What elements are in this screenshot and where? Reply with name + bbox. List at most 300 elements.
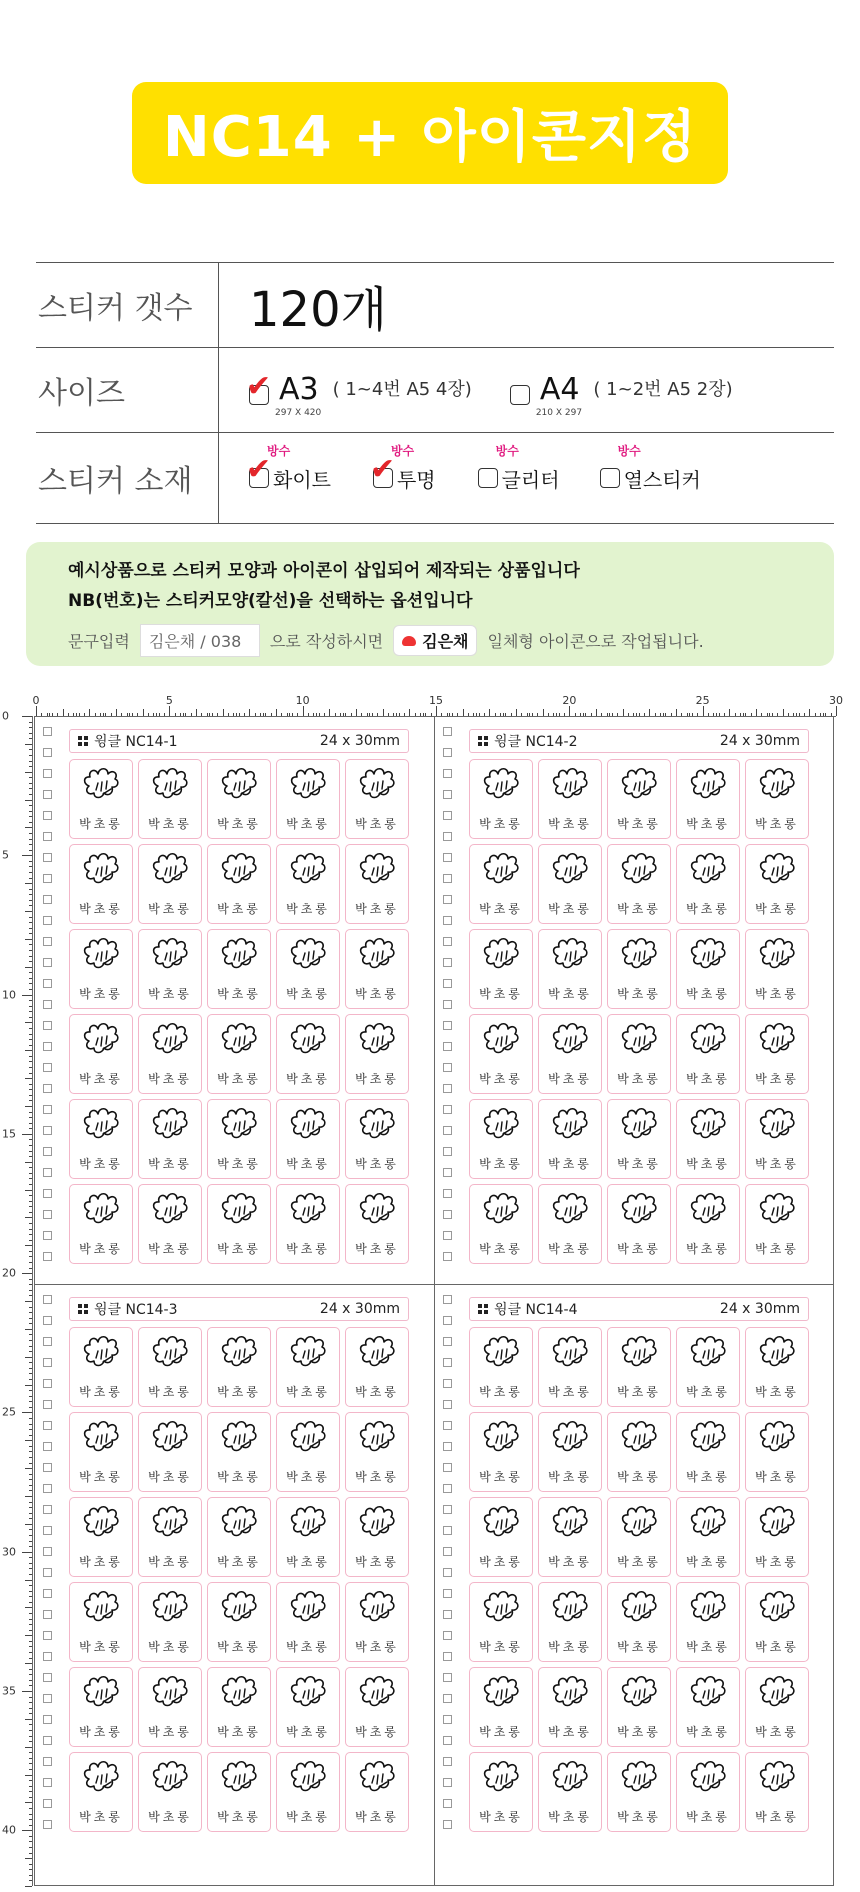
firework-burst-icon <box>288 1419 328 1457</box>
sticker-cell <box>607 1099 671 1179</box>
firework-burst-icon <box>757 851 797 889</box>
ruler-tick <box>543 709 544 716</box>
firework-burst-icon <box>357 1674 397 1712</box>
firework-burst-icon <box>688 936 728 974</box>
ruler-tick <box>29 805 32 806</box>
sticker-text: 박초롱 <box>217 1157 261 1171</box>
firework-burst-icon <box>288 851 328 889</box>
ruler-tick <box>25 1050 32 1051</box>
sticker-cell <box>207 1412 271 1492</box>
firework-burst-icon <box>688 1504 728 1542</box>
sticker-cell <box>469 844 533 924</box>
material-option-4[interactable] <box>600 443 701 493</box>
sticker-text: 박초롱 <box>755 1072 799 1086</box>
sticker-text: 박초롱 <box>217 1470 261 1484</box>
size-note: ( 1~2번 A5 2장) <box>593 379 733 400</box>
margin-square <box>443 1295 452 1304</box>
margin-square <box>443 1358 452 1367</box>
material-option-2[interactable] <box>369 443 436 493</box>
sticker-cell <box>538 1099 602 1179</box>
ruler-tick <box>25 1775 32 1776</box>
firework-burst-icon <box>288 1504 328 1542</box>
firework-burst-icon <box>150 1504 190 1542</box>
ruler-tick <box>29 989 32 990</box>
ruler-tick <box>29 1178 32 1179</box>
ruler-tick <box>29 1039 32 1040</box>
ruler-tick <box>623 709 624 716</box>
margin-square <box>43 1610 52 1619</box>
sticker-cell <box>276 1327 340 1407</box>
firework-burst-icon <box>288 1106 328 1144</box>
margin-square <box>43 1484 52 1493</box>
checkbox[interactable] <box>246 452 272 488</box>
margin-square <box>443 1337 452 1346</box>
margin-square <box>43 916 52 925</box>
firework-burst-icon <box>81 1191 121 1229</box>
ruler-tick <box>29 878 32 879</box>
ruler-tick <box>29 1318 32 1319</box>
margin-square <box>43 1084 52 1093</box>
sticker-text: 박초롱 <box>617 1555 661 1569</box>
sticker-cell <box>69 1752 133 1832</box>
checkbox[interactable] <box>369 452 396 488</box>
ruler-tick <box>29 1864 32 1865</box>
sheet-header <box>469 1297 809 1321</box>
ruler-tick <box>29 1334 32 1335</box>
sheet-title <box>78 1299 178 1319</box>
sheet-title <box>478 1299 578 1319</box>
sticker-text: 박초롱 <box>217 1385 261 1399</box>
ruler-tick <box>25 1190 32 1191</box>
ruler-tick <box>29 777 32 778</box>
sticker-text: 박초롱 <box>617 1470 661 1484</box>
margin-square <box>443 1168 452 1177</box>
sticker-cell <box>345 1582 409 1662</box>
firework-burst-icon <box>81 1419 121 1457</box>
sticker-text: 박초롱 <box>148 1810 192 1824</box>
ruler-tick <box>29 1446 32 1447</box>
firework-burst-icon <box>288 1759 328 1797</box>
firework-burst-icon <box>688 851 728 889</box>
margin-square <box>43 1736 52 1745</box>
sticker-cell <box>469 1752 533 1832</box>
firework-burst-icon <box>550 1674 590 1712</box>
ruler-tick <box>676 709 677 716</box>
firework-burst-icon <box>357 1021 397 1059</box>
firework-burst-icon <box>357 1589 397 1627</box>
ruler-tick <box>25 883 32 884</box>
grid-icon <box>478 736 488 746</box>
ruler-tick <box>29 1112 32 1113</box>
ruler-number: 25 <box>2 1405 16 1419</box>
sheet-size: 24 x 30mm <box>719 1301 800 1317</box>
ruler-left <box>0 709 33 1886</box>
ruler-tick <box>25 1301 32 1302</box>
margin-square <box>43 1000 52 1009</box>
sticker-text: 박초롱 <box>479 1810 523 1824</box>
ruler-number: 30 <box>829 694 843 707</box>
ruler-tick <box>29 1128 32 1129</box>
ruler-tick <box>29 1117 32 1118</box>
sticker-text: 박초롱 <box>755 1470 799 1484</box>
sheet-name: 윙클 NC14-2 <box>494 734 578 750</box>
ruler-tick <box>36 706 37 716</box>
ruler-tick <box>29 1541 32 1542</box>
sticker-cell <box>69 759 133 839</box>
firework-burst-icon <box>688 766 728 804</box>
ruler-tick <box>29 783 32 784</box>
firework-burst-icon <box>550 936 590 974</box>
margin-square <box>443 937 452 946</box>
sticker-text: 박초롱 <box>686 1157 730 1171</box>
margin-square <box>43 1757 52 1766</box>
ruler-tick <box>25 1440 32 1441</box>
margin-square <box>443 1421 452 1430</box>
sticker-cell <box>469 759 533 839</box>
sticker-text: 박초롱 <box>79 1555 123 1569</box>
firework-burst-icon <box>619 1759 659 1797</box>
ruler-tick <box>29 788 32 789</box>
margin-square <box>43 1105 52 1114</box>
margin-square <box>43 1694 52 1703</box>
checkbox[interactable] <box>600 468 620 488</box>
sticker-cell <box>276 1099 340 1179</box>
sticker-text: 박초롱 <box>617 902 661 916</box>
sticker-cell <box>138 1497 202 1577</box>
sticker-cell <box>276 1752 340 1832</box>
sticker-text: 박초롱 <box>617 1640 661 1654</box>
checkbox[interactable] <box>478 468 498 488</box>
sticker-cell <box>138 759 202 839</box>
checkmark-icon: ✔ <box>246 452 272 487</box>
sticker-text: 박초롱 <box>686 902 730 916</box>
ruler-number: 25 <box>695 694 710 707</box>
input-label: 문구입력 <box>68 632 130 651</box>
checkbox[interactable] <box>510 385 530 405</box>
sticker-cell <box>745 929 809 1009</box>
sticker-cell <box>607 759 671 839</box>
margin-square <box>43 1463 52 1472</box>
sticker-cell <box>69 1099 133 1179</box>
sticker-text: 박초롱 <box>755 817 799 831</box>
notice-line-1: 예시상품으로 스티커 모양과 아이콘이 삽입되어 제작되는 상품입니다 <box>68 561 580 581</box>
firework-burst-icon <box>550 1589 590 1627</box>
sticker-text: 박초롱 <box>148 902 192 916</box>
ruler-tick <box>25 1468 32 1469</box>
ruler-tick <box>29 1206 32 1207</box>
ruler-tick <box>25 827 32 828</box>
sticker-cell <box>276 929 340 1009</box>
sticker-text: 박초롱 <box>217 1555 261 1569</box>
firework-burst-icon <box>357 1419 397 1457</box>
margin-square <box>443 1021 452 1030</box>
sticker-text: 박초롱 <box>548 902 592 916</box>
ruler-tick <box>29 1814 32 1815</box>
margin-square <box>43 769 52 778</box>
ruler-tick <box>29 1401 32 1402</box>
ruler-tick <box>29 1451 32 1452</box>
ruler-tick <box>29 1346 32 1347</box>
ruler-tick <box>29 1229 32 1230</box>
ruler-number: 15 <box>429 694 443 707</box>
sheet-name: 윙클 NC14-4 <box>494 1302 578 1318</box>
firework-burst-icon <box>150 1191 190 1229</box>
ruler-tick <box>29 872 32 873</box>
ruler-tick <box>29 1061 32 1062</box>
sticker-cell <box>138 1582 202 1662</box>
ruler-tick <box>29 956 32 957</box>
margin-square <box>443 916 452 925</box>
margin-square <box>43 727 52 736</box>
margin-square <box>43 1295 52 1304</box>
end-text: 일체형 아이콘으로 작업됩니다. <box>487 632 704 651</box>
material-option-1[interactable] <box>246 443 331 493</box>
ruler-tick <box>29 1156 32 1157</box>
ruler-tick <box>29 1669 32 1670</box>
margin-square <box>43 1526 52 1535</box>
ruler-tick <box>29 1173 32 1174</box>
size-note: ( 1~4번 A5 4장) <box>332 379 472 400</box>
ruler-number: 40 <box>2 1823 16 1837</box>
margin-square <box>443 1673 452 1682</box>
firework-burst-icon <box>688 1589 728 1627</box>
firework-burst-icon <box>550 766 590 804</box>
margin-square <box>43 979 52 988</box>
sticker-cell <box>676 1184 740 1264</box>
ruler-tick <box>29 1630 32 1631</box>
sticker-text: 박초롱 <box>479 817 523 831</box>
margin-square <box>443 1505 452 1514</box>
sticker-cell <box>676 929 740 1009</box>
margin-square <box>443 1400 452 1409</box>
ruler-tick <box>29 1758 32 1759</box>
firework-burst-icon <box>550 1106 590 1144</box>
ruler-tick <box>29 1685 32 1686</box>
sticker-cell <box>207 929 271 1009</box>
sticker-grid <box>469 1327 809 1832</box>
firework-burst-icon <box>150 1674 190 1712</box>
firework-burst-icon <box>550 851 590 889</box>
sticker-cell <box>538 844 602 924</box>
ruler-tick <box>25 1329 32 1330</box>
ruler-tick <box>29 1513 32 1514</box>
firework-burst-icon <box>81 1334 121 1372</box>
ruler-tick <box>29 1880 32 1881</box>
margin-square <box>443 1000 452 1009</box>
sticker-cell <box>469 1184 533 1264</box>
ruler-tick <box>25 800 32 801</box>
sticker-text: 박초롱 <box>355 902 399 916</box>
size-option-a3[interactable] <box>246 369 472 418</box>
margin-square <box>443 1652 452 1661</box>
firework-burst-icon <box>757 766 797 804</box>
ruler-tick <box>29 1195 32 1196</box>
sticker-text: 박초롱 <box>217 1810 261 1824</box>
sticker-cell <box>345 844 409 924</box>
size-option-a4[interactable] <box>510 372 733 418</box>
sticker-text: 박초롱 <box>755 1157 799 1171</box>
ruler-tick <box>29 983 32 984</box>
margin-square <box>43 1126 52 1135</box>
sticker-cell <box>345 1752 409 1832</box>
sticker-text: 박초롱 <box>548 1555 592 1569</box>
ruler-tick <box>29 766 32 767</box>
sticker-text: 박초롱 <box>548 1810 592 1824</box>
firework-burst-icon <box>688 1021 728 1059</box>
firework-burst-icon <box>619 1589 659 1627</box>
ruler-tick <box>29 1702 32 1703</box>
ruler-tick <box>29 839 32 840</box>
firework-burst-icon <box>357 1504 397 1542</box>
ruler-tick <box>29 1808 32 1809</box>
ruler-number: 5 <box>165 694 173 707</box>
ruler-tick <box>29 1680 32 1681</box>
sticker-text: 박초롱 <box>286 1242 330 1256</box>
sticker-text: 박초롱 <box>479 1072 523 1086</box>
sticker-cell <box>207 1497 271 1577</box>
margin-square <box>443 1442 452 1451</box>
firework-burst-icon <box>219 1334 259 1372</box>
ruler-number: 15 <box>2 1127 16 1141</box>
ruler-tick <box>25 1385 32 1386</box>
material-option-3[interactable] <box>478 443 560 493</box>
ruler-tick <box>29 972 32 973</box>
chip-text: 김은채 <box>422 632 469 651</box>
ruler-tick <box>89 709 90 716</box>
ruler-tick <box>29 1262 32 1263</box>
sticker-cell <box>69 1327 133 1407</box>
firework-burst-icon <box>481 1674 521 1712</box>
firework-burst-icon <box>81 936 121 974</box>
firework-burst-icon <box>481 1021 521 1059</box>
ruler-tick <box>29 1084 32 1085</box>
ruler-tick <box>29 1073 32 1074</box>
margin-square <box>43 1778 52 1787</box>
ruler-tick <box>29 1697 32 1698</box>
sticker-text: 박초롱 <box>79 902 123 916</box>
checkbox[interactable] <box>246 369 272 405</box>
firework-burst-icon <box>81 1021 121 1059</box>
sticker-cell <box>745 1667 809 1747</box>
size-options <box>219 348 834 432</box>
ruler-tick <box>29 1741 32 1742</box>
sticker-cell <box>538 1497 602 1577</box>
firework-burst-icon <box>357 1191 397 1229</box>
sticker-cell <box>276 1184 340 1264</box>
sheet-title <box>478 731 578 751</box>
material-label: 글리터 <box>501 467 560 492</box>
firework-burst-icon <box>288 1334 328 1372</box>
margin-square <box>443 1084 452 1093</box>
firework-burst-icon <box>81 1106 121 1144</box>
page-title: NC14 + 아이콘지정 <box>162 105 698 170</box>
notice-line-2: NB(번호)는 스티커모양(칼선)을 선택하는 옵션입니다 <box>68 591 473 611</box>
sticker-text: 박초롱 <box>686 1470 730 1484</box>
waterproof-tag: 방수 <box>495 443 519 458</box>
ruler-tick <box>29 1139 32 1140</box>
margin-square <box>443 1210 452 1219</box>
sticker-text: 박초롱 <box>479 1555 523 1569</box>
margin-square <box>443 1526 452 1535</box>
ruler-tick <box>25 1607 32 1608</box>
ruler-tick <box>809 709 810 716</box>
ruler-tick <box>29 1769 32 1770</box>
firework-burst-icon <box>688 1759 728 1797</box>
ruler-tick <box>29 811 32 812</box>
ruler-tick <box>29 1295 32 1296</box>
sticker-cell <box>469 1667 533 1747</box>
sticker-text: 박초롱 <box>217 1072 261 1086</box>
sticker-text: 박초롱 <box>479 1470 523 1484</box>
ruler-tick <box>29 900 32 901</box>
sticker-text: 박초롱 <box>548 1470 592 1484</box>
example-input: 김은채 / 038 <box>140 624 260 657</box>
margin-square <box>43 1442 52 1451</box>
ruler-tick <box>29 1502 32 1503</box>
sticker-text: 박초롱 <box>286 1072 330 1086</box>
margin-square <box>443 1547 452 1556</box>
sticker-text: 박초롱 <box>548 1072 592 1086</box>
ruler-tick <box>29 1652 32 1653</box>
sticker-cell <box>276 1412 340 1492</box>
margin-square <box>43 1210 52 1219</box>
firework-burst-icon <box>81 1504 121 1542</box>
sticker-text: 박초롱 <box>79 1072 123 1086</box>
sticker-cell <box>538 929 602 1009</box>
ruler-tick <box>29 933 32 934</box>
ruler-tick <box>29 1089 32 1090</box>
ruler-tick <box>29 822 32 823</box>
firework-burst-icon <box>619 1191 659 1229</box>
firework-burst-icon <box>757 1334 797 1372</box>
sticker-text: 박초롱 <box>479 1640 523 1654</box>
sticker-text: 박초롱 <box>355 1072 399 1086</box>
sticker-cell <box>469 1014 533 1094</box>
firework-burst-icon <box>619 766 659 804</box>
ruler-tick <box>25 1524 32 1525</box>
sticker-text: 박초롱 <box>217 817 261 831</box>
sticker-text: 박초롱 <box>755 1640 799 1654</box>
firework-burst-icon <box>150 1106 190 1144</box>
sticker-text: 박초롱 <box>686 987 730 1001</box>
sticker-cell <box>745 1327 809 1407</box>
sticker-cell <box>607 1752 671 1832</box>
ruler-tick <box>29 905 32 906</box>
margin-square <box>43 1421 52 1430</box>
sticker-cell <box>69 844 133 924</box>
margin-square <box>43 1799 52 1808</box>
firework-burst-icon <box>757 1419 797 1457</box>
ruler-tick <box>29 978 32 979</box>
sticker-cell <box>538 1667 602 1747</box>
title-banner <box>132 82 728 184</box>
ruler-number: 10 <box>2 988 16 1002</box>
sticker-cell <box>745 1014 809 1094</box>
count-label: 스티커 갯수 <box>36 263 219 347</box>
size-label: 사이즈 <box>36 348 219 432</box>
ruler-tick <box>29 1234 32 1235</box>
ruler-tick <box>25 1802 32 1803</box>
sticker-cell <box>607 929 671 1009</box>
sticker-cell <box>69 1412 133 1492</box>
ruler-tick <box>29 816 32 817</box>
ruler-tick <box>29 755 32 756</box>
margin-square <box>43 1147 52 1156</box>
sticker-text: 박초롱 <box>148 1725 192 1739</box>
ruler-tick <box>29 1853 32 1854</box>
sticker-text: 박초롱 <box>686 1555 730 1569</box>
sticker-cell <box>676 1667 740 1747</box>
